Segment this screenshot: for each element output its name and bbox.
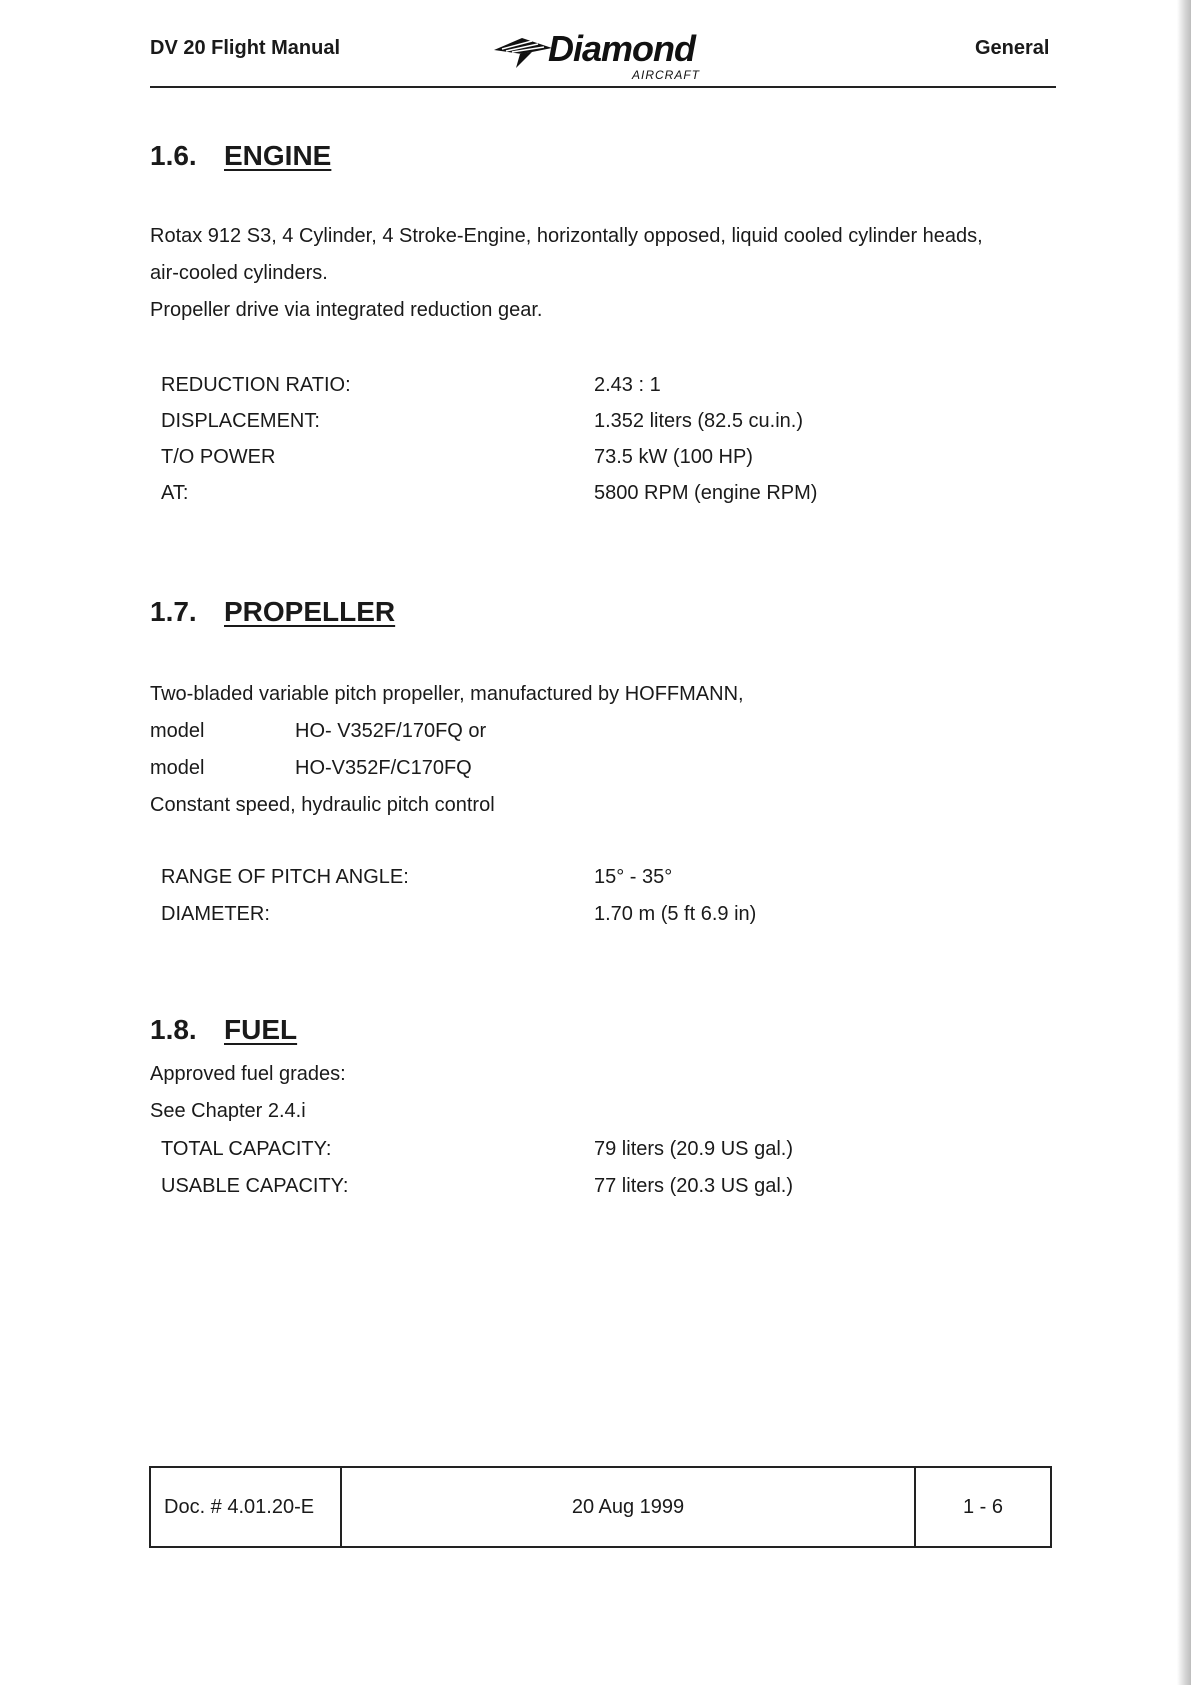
spec-value: 5800 RPM (engine RPM): [594, 482, 818, 504]
section-number: 1.6.: [150, 140, 197, 171]
document-number: Doc. # 4.01.20-E: [151, 1468, 342, 1546]
diamond-wing-icon: [492, 34, 554, 70]
section-title: FUEL: [224, 1014, 298, 1045]
section-title: PROPELLER: [224, 596, 396, 627]
spec-value: 1.70 m (5 ft 6.9 in): [594, 903, 757, 925]
section-heading-propeller: [150, 596, 395, 628]
propeller-text-line: Constant speed, hydraulic pitch control: [150, 794, 495, 816]
section-heading-engine: [150, 140, 331, 172]
engine-text-line: Propeller drive via integrated reduction gear.: [150, 299, 543, 321]
model-label: model: [150, 720, 205, 742]
chapter-name: General: [975, 37, 1050, 59]
spec-label: AT:: [161, 482, 189, 504]
diamond-aircraft-logo: [492, 28, 712, 86]
spec-label: RANGE OF PITCH ANGLE:: [161, 866, 409, 888]
logo-subtitle: AIRCRAFT: [632, 68, 700, 82]
page-number: 1 - 6: [962, 1495, 1004, 1518]
header-divider: [150, 86, 1056, 88]
spec-label: T/O POWER: [161, 446, 276, 468]
spec-value: 77 liters (20.3 US gal.): [594, 1175, 793, 1197]
section-title: ENGINE: [224, 140, 332, 171]
logo-wordmark: Diamond: [548, 28, 696, 69]
spec-value: 79 liters (20.9 US gal.): [594, 1138, 793, 1160]
revision-date: 20 Aug 1999: [342, 1468, 916, 1546]
manual-title: DV 20 Flight Manual: [150, 37, 341, 59]
spec-value: 73.5 kW (100 HP): [594, 446, 753, 468]
spec-label: DIAMETER:: [161, 903, 270, 925]
engine-text-line: Rotax 912 S3, 4 Cylinder, 4 Stroke-Engine, horizontally opposed, liquid cooled cylinder heads,: [150, 225, 983, 247]
model-value: HO- V352F/170FQ or: [295, 720, 487, 742]
spec-label: DISPLACEMENT:: [161, 410, 320, 432]
section-number: 1.8.: [150, 1014, 197, 1045]
section-number: 1.7.: [150, 596, 197, 627]
spec-label: REDUCTION RATIO:: [161, 374, 351, 396]
spec-label: USABLE CAPACITY:: [161, 1175, 349, 1197]
propeller-intro: [150, 676, 744, 713]
propeller-control: [150, 787, 495, 824]
fuel-text-line: See Chapter 2.4.i: [150, 1100, 306, 1122]
fuel-text-line: Approved fuel grades:: [150, 1063, 346, 1085]
model-label: model: [150, 757, 205, 779]
page-edge-shadow: [1177, 0, 1191, 1685]
engine-text-line: air-cooled cylinders.: [150, 262, 328, 284]
fuel-description: [150, 1056, 346, 1130]
spec-value: 1.352 liters (82.5 cu.in.): [594, 410, 803, 432]
engine-description: [150, 218, 983, 329]
section-heading-fuel: [150, 1014, 297, 1046]
footer-table: [149, 1466, 1052, 1548]
model-value: HO-V352F/C170FQ: [295, 757, 472, 779]
propeller-text-line: Two-bladed variable pitch propeller, manufactured by HOFFMANN,: [150, 683, 744, 705]
spec-label: TOTAL CAPACITY:: [161, 1138, 332, 1160]
spec-value: 2.43 : 1: [594, 374, 661, 396]
spec-value: 15° - 35°: [594, 866, 673, 888]
